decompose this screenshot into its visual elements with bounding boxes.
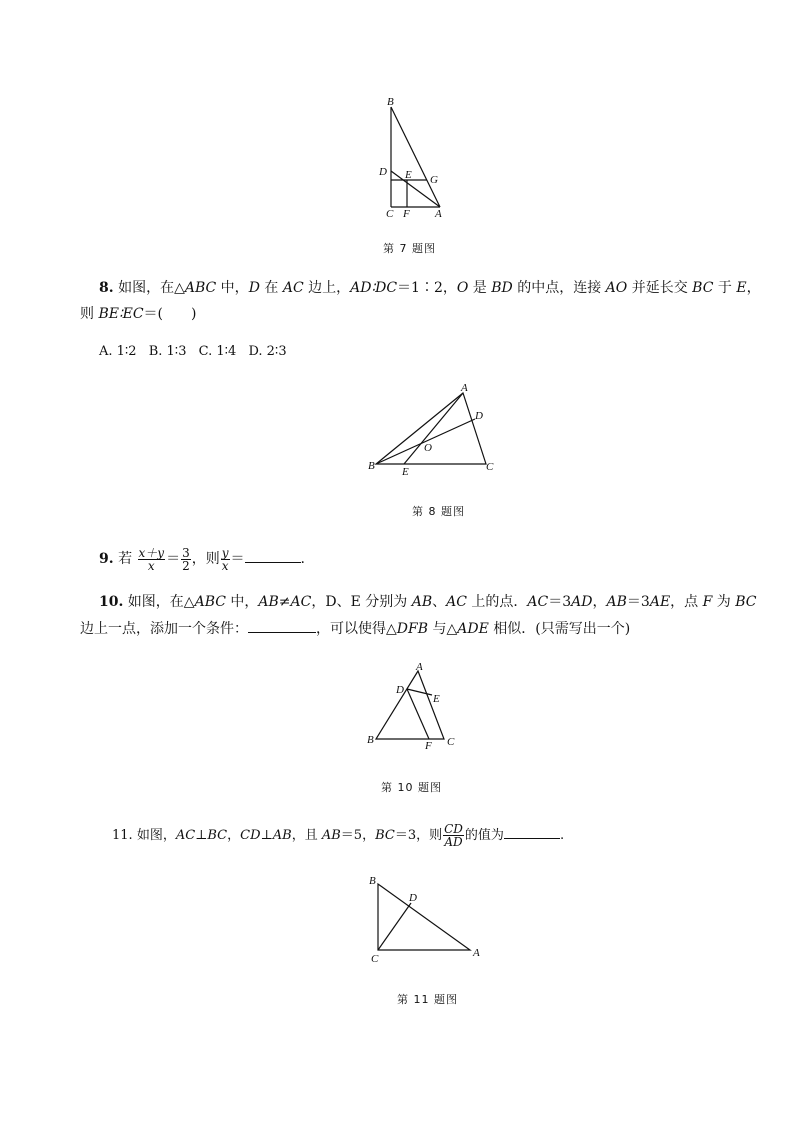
text: AC	[446, 594, 467, 610]
label-G: G	[430, 174, 438, 186]
text: F	[702, 594, 713, 610]
text: ＝5，	[340, 828, 376, 843]
text: ＝1∶2，	[397, 280, 457, 296]
text: AC⊥BC	[175, 828, 228, 843]
option-a: A. 1∶2	[99, 344, 137, 359]
text: ，且	[291, 828, 322, 843]
label-B: B	[367, 734, 374, 746]
label-F: F	[403, 208, 410, 220]
caption-fig7: 第 7 题图	[383, 242, 436, 255]
triangle-ABC	[378, 884, 470, 950]
numerator: CD	[444, 822, 463, 836]
label-C: C	[486, 461, 494, 473]
text: DFB	[396, 621, 429, 637]
figure-7	[370, 92, 460, 227]
text: E	[736, 280, 747, 296]
text: 的中点，连接	[512, 280, 606, 296]
text: ，	[227, 828, 241, 843]
caption-fig11: 第 11 题图	[397, 993, 458, 1006]
label-A: A	[461, 382, 468, 394]
text: ＝	[166, 551, 181, 567]
fraction-x-plus-y-over-x	[138, 547, 166, 572]
question-10-number: 10.	[99, 594, 124, 610]
text: BC	[375, 828, 395, 843]
text: AC	[527, 594, 549, 610]
numerator: 3	[182, 545, 190, 560]
label-D: D	[475, 410, 483, 422]
figure-11	[362, 870, 492, 970]
text: 如图，在△	[118, 280, 185, 296]
label-D: D	[409, 892, 417, 904]
label-D: D	[396, 684, 404, 696]
text: ＝3	[548, 594, 572, 610]
question-8-line2	[80, 302, 196, 326]
fraction-3-over-2	[181, 547, 191, 572]
caption-fig10: 第 10 题图	[381, 781, 442, 794]
text: 边上一点，添加一个条件：	[80, 621, 248, 637]
figure-10	[362, 658, 462, 753]
text: 边上，	[303, 280, 351, 296]
answer-paren: ＝( )	[143, 306, 197, 322]
label-B: B	[369, 875, 376, 887]
text: CD⊥AB	[240, 828, 292, 843]
segment-DE	[407, 689, 432, 695]
segment-DF	[407, 689, 429, 739]
text: O	[456, 280, 469, 296]
answer-blank-9[interactable]	[245, 547, 301, 563]
question-8-options	[99, 340, 295, 364]
triangle-ABC	[376, 671, 444, 739]
text: 于	[713, 280, 737, 296]
text: ADE	[457, 621, 489, 637]
text: BC	[735, 594, 757, 610]
numerator: y	[221, 545, 229, 560]
question-8-number: 8.	[99, 280, 114, 296]
label-E: E	[405, 169, 412, 181]
text: ABC	[184, 280, 217, 296]
option-b: B. 1∶3	[148, 344, 187, 359]
text: 则	[80, 306, 99, 322]
numerator: x＋y	[138, 545, 165, 560]
label-B: B	[368, 460, 375, 472]
text: ，D、E 分别为	[311, 594, 412, 610]
text: 如图，在△	[123, 594, 195, 610]
text: AO	[605, 280, 628, 296]
text: 若	[113, 551, 137, 567]
text: ，点	[670, 594, 703, 610]
label-E: E	[433, 693, 440, 705]
segment-BA	[391, 107, 440, 207]
label-B: B	[387, 96, 394, 108]
text: BE∶EC	[98, 306, 144, 322]
text: 是	[468, 280, 492, 296]
segment-CD	[378, 903, 411, 950]
text: 中，	[216, 280, 249, 296]
question-10-line1	[99, 590, 757, 614]
label-A: A	[473, 947, 480, 959]
caption-fig8: 第 8 题图	[412, 505, 465, 518]
text: AB	[606, 594, 627, 610]
text: ，	[746, 280, 761, 296]
text: ＝3，则	[394, 828, 443, 843]
text: ＝	[230, 551, 245, 567]
text: 的值为	[464, 828, 504, 843]
text: 、	[432, 594, 447, 610]
denominator: x	[221, 558, 229, 573]
question-11-number: 11.	[112, 828, 133, 843]
text: ＝3	[626, 594, 650, 610]
text: 在	[259, 280, 283, 296]
answer-blank-11[interactable]	[504, 823, 560, 839]
denominator: AD	[444, 835, 463, 849]
text: AB≠AC	[258, 594, 312, 610]
text: 为	[712, 594, 736, 610]
label-A: A	[435, 208, 442, 220]
denominator: x	[147, 558, 155, 573]
option-d: D. 2∶3	[248, 344, 287, 359]
question-10-line2	[80, 617, 630, 641]
option-c: C. 1∶4	[198, 344, 237, 359]
text: ，则	[191, 551, 220, 567]
text: ，可以使得△	[316, 621, 397, 637]
text: BC	[692, 280, 714, 296]
denominator: 2	[182, 558, 190, 573]
text: D	[248, 280, 260, 296]
text: 如图，	[132, 828, 176, 843]
text: 与△	[428, 621, 458, 637]
text: BD	[491, 280, 513, 296]
label-F: F	[425, 740, 432, 752]
question-11	[112, 820, 564, 852]
question-8-line1	[99, 276, 761, 300]
label-O: O	[424, 442, 432, 454]
text: AD	[571, 594, 593, 610]
label-D: D	[379, 166, 387, 178]
answer-blank-10[interactable]	[248, 617, 316, 633]
fraction-cd-over-ad	[443, 823, 464, 848]
text: 中，	[225, 594, 259, 610]
question-9	[99, 545, 305, 573]
label-C: C	[371, 953, 379, 965]
label-A: A	[416, 661, 423, 673]
text: AB	[411, 594, 433, 610]
label-E: E	[402, 466, 409, 478]
text: 并延长交	[627, 280, 693, 296]
text: 上的点．	[466, 594, 528, 610]
text: AD∶DC	[350, 280, 398, 296]
text: .	[300, 551, 305, 567]
text: ，	[592, 594, 607, 610]
text: 相似．(只需写出一个)	[488, 621, 631, 637]
text: ABC	[194, 594, 226, 610]
text: AC	[282, 280, 304, 296]
fraction-y-over-x	[221, 547, 230, 572]
text: .	[559, 828, 565, 843]
label-C: C	[447, 736, 455, 748]
question-9-number: 9.	[99, 551, 114, 567]
label-C: C	[386, 208, 394, 220]
text: AB	[321, 828, 341, 843]
figure-8	[362, 380, 502, 480]
text: AE	[649, 594, 671, 610]
